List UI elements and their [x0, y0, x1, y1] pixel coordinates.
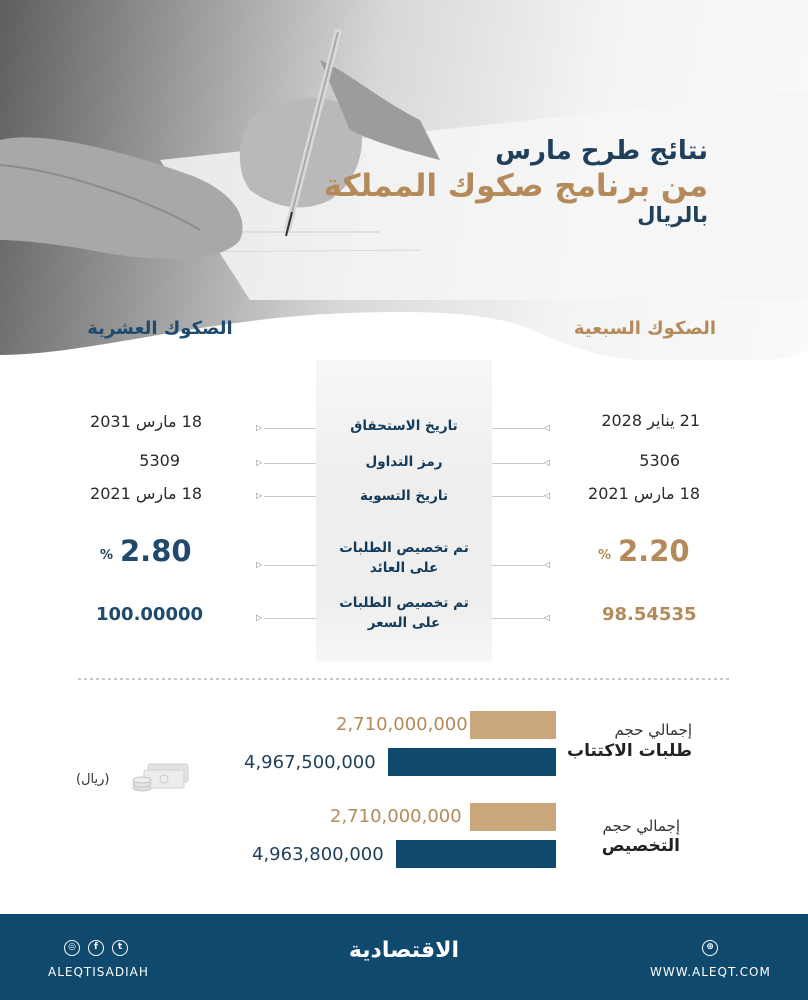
row-rule [492, 565, 544, 566]
subscription-seven-year-value: 2,710,000,000 [336, 714, 468, 735]
social-handle[interactable]: ALEQTISADIAH [48, 965, 149, 979]
row-rule [264, 428, 316, 429]
percent-sign: % [100, 548, 114, 563]
row-rule [264, 463, 316, 464]
row-rule [492, 496, 544, 497]
pointer-arrow-icon: ◁ [544, 560, 551, 569]
pointer-arrow-icon: ◁ [544, 423, 551, 432]
price-allocation-label-2: على السعر [367, 615, 441, 631]
ten-year-price-value: 100.00000 [96, 604, 204, 625]
ten-year-settlement-value: 18 مارس 2021 [90, 484, 202, 503]
pointer-arrow-icon: ◁ [544, 491, 551, 500]
title-line-1: نتائج طرح مارس [495, 136, 708, 166]
subscription-total-label-1: إجمالي حجم [614, 721, 692, 739]
trading-symbol-label: رمز التداول [365, 454, 443, 470]
instagram-icon[interactable]: ◎ [64, 940, 80, 956]
allocation-ten-year-value: 4,963,800,000 [252, 844, 384, 865]
facebook-icon[interactable]: f [88, 940, 104, 956]
settlement-date-label: تاريخ التسوية [359, 488, 449, 504]
ten-year-yield-value: 2.80 [120, 534, 192, 568]
currency-note: (ريال) [76, 772, 110, 787]
brand-logo: الاقتصادية [348, 938, 460, 963]
row-rule [492, 428, 544, 429]
row-rule [264, 565, 316, 566]
ten-year-symbol-value: 5309 [139, 451, 180, 470]
pointer-arrow-icon: ▷ [256, 613, 263, 622]
allocation-total-label-2: التخصيص [601, 836, 680, 856]
maturity-date-label: تاريخ الاستحقاق [350, 418, 458, 434]
seven-year-maturity-value: 21 يناير 2028 [601, 411, 700, 430]
price-allocation-label-1: تم تخصيص الطلبات [339, 595, 469, 611]
section-divider [78, 678, 730, 680]
percent-sign: % [598, 548, 612, 563]
allocation-total-label-1: إجمالي حجم [602, 817, 680, 835]
pointer-arrow-icon: ▷ [256, 423, 263, 432]
allocation-seven-year-bar [470, 803, 556, 831]
seven-year-price-value: 98.54535 [602, 604, 697, 625]
pointer-arrow-icon: ◁ [544, 458, 551, 467]
pointer-arrow-icon: ▷ [256, 560, 263, 569]
allocation-ten-year-bar [396, 840, 556, 868]
pointer-arrow-icon: ◁ [544, 613, 551, 622]
website-link[interactable]: WWW.ALEQT.COM [650, 965, 771, 979]
seven-year-yield-value: 2.20 [618, 534, 690, 568]
ten-year-sukuk-header: الصكوك العشرية [87, 318, 233, 339]
pointer-arrow-icon: ▷ [256, 491, 263, 500]
title-line-2: من برنامج صكوك المملكة [323, 168, 708, 204]
subscription-ten-year-bar [388, 748, 556, 776]
subscription-seven-year-bar [470, 711, 556, 739]
pointer-arrow-icon: ▷ [256, 458, 263, 467]
allocation-seven-year-value: 2,710,000,000 [330, 806, 462, 827]
row-rule [264, 496, 316, 497]
globe-icon[interactable]: ⊕ [702, 940, 718, 956]
row-rule [492, 618, 544, 619]
seven-year-symbol-value: 5306 [639, 451, 680, 470]
yield-allocation-label-1: تم تخصيص الطلبات [339, 540, 469, 556]
title-line-3: بالريال [637, 203, 708, 227]
yield-allocation-label-2: على العائد [369, 560, 439, 576]
subscription-ten-year-value: 4,967,500,000 [244, 752, 376, 773]
twitter-icon[interactable]: t [112, 940, 128, 956]
money-stack-icon [130, 758, 192, 798]
subscription-total-label-2: طلبات الاكتتاب [567, 741, 692, 761]
row-rule [492, 463, 544, 464]
seven-year-settlement-value: 18 مارس 2021 [588, 484, 700, 503]
ten-year-maturity-value: 18 مارس 2031 [90, 412, 202, 431]
seven-year-sukuk-header: الصكوك السبعية [573, 318, 717, 339]
row-rule [264, 618, 316, 619]
